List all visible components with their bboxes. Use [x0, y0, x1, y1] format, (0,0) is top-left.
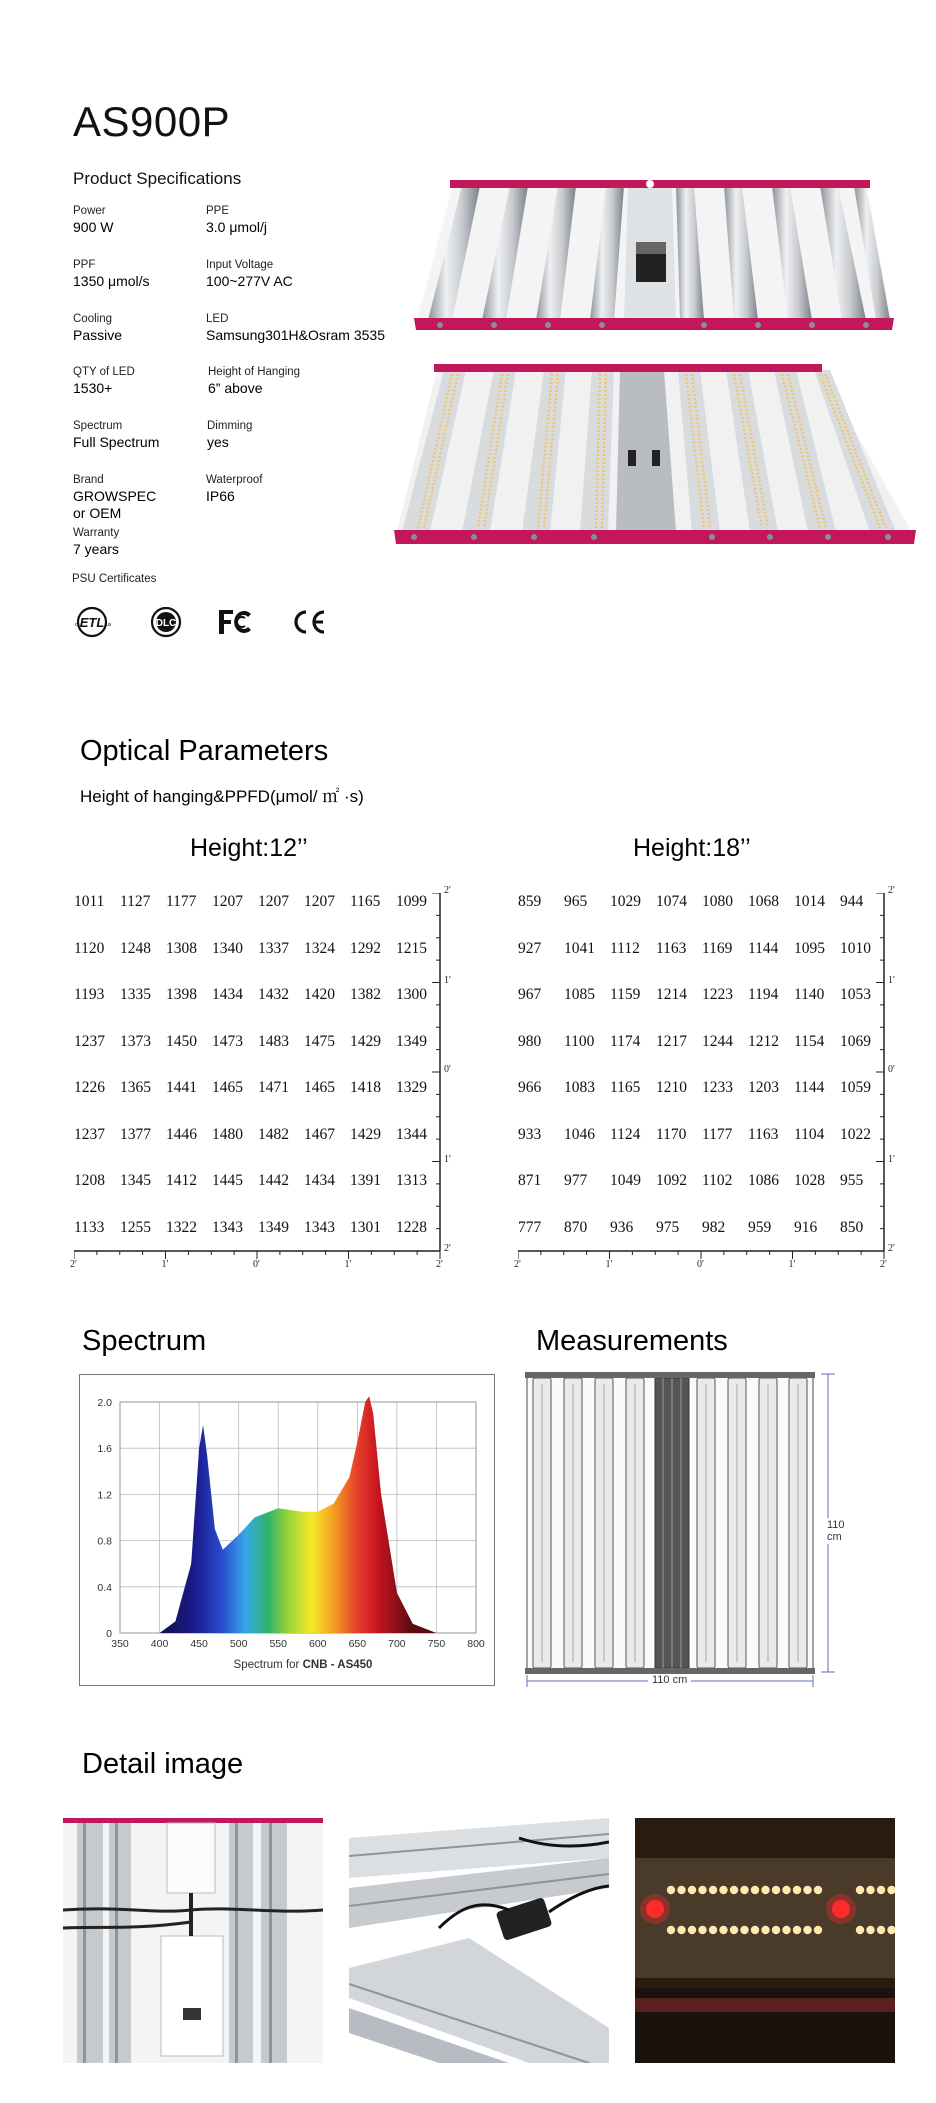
- ppfd-value: 1237: [74, 1125, 105, 1143]
- measurement-height-label: 110 cm: [827, 1518, 853, 1544]
- spectrum-y-tick: 2.0: [97, 1397, 112, 1409]
- ppfd-value: 975: [656, 1218, 680, 1236]
- led-dot: [772, 1886, 780, 1894]
- spec-waterproof: [206, 473, 376, 505]
- ppfd-x-tick: 2': [880, 1259, 887, 1270]
- svg-text:c: c: [75, 622, 78, 628]
- led-dot: [688, 1926, 696, 1934]
- spectrum-x-tick: 500: [229, 1638, 248, 1650]
- ppfd-value: 1177: [702, 1125, 733, 1143]
- spectrum-x-tick: 450: [190, 1638, 208, 1650]
- spec-value: 7 years: [73, 541, 119, 557]
- spec-warranty: [73, 526, 243, 558]
- ppfd-value: 1170: [656, 1125, 687, 1143]
- ppfd-value: 1154: [794, 1032, 825, 1050]
- spectrum-x-tick: 550: [269, 1638, 287, 1650]
- ppfd-value: 1465: [304, 1079, 335, 1096]
- detail-image-power-supply: [63, 1818, 323, 2063]
- ppfd-value: 1382: [350, 986, 381, 1003]
- led-dot: [751, 1926, 759, 1934]
- ppfd-value: 1029: [610, 893, 641, 910]
- ppfd-value: 1398: [166, 986, 197, 1003]
- ppfd-y-tick: 1': [444, 1153, 451, 1165]
- measurements-outline-svg: [523, 1370, 853, 1690]
- ppfd-value: 1429: [350, 1032, 381, 1050]
- ppfd-x-tick: 0': [697, 1259, 704, 1270]
- ppfd-value: 966: [518, 1079, 542, 1096]
- ppfd-value: 1163: [656, 939, 687, 957]
- led-dot: [677, 1926, 685, 1934]
- ppfd-value: 1165: [350, 893, 381, 910]
- grid-12-title: Height:12’’: [190, 834, 308, 862]
- ppfd-value: 1248: [120, 939, 151, 957]
- led-dot: [719, 1926, 727, 1934]
- ppfd-value: 1228: [396, 1218, 427, 1236]
- ppfd-value: 777: [518, 1218, 542, 1236]
- ppfd-value: 1335: [120, 986, 151, 1003]
- led-dot: [772, 1926, 780, 1934]
- detail-image-title: Detail image: [82, 1748, 244, 1780]
- ppfd-y-tick: 2': [444, 1243, 451, 1254]
- spec-label: Height of Hanging: [208, 366, 301, 378]
- ppfd-value: 1344: [396, 1125, 427, 1143]
- spectrum-x-label-prefix: Spectrum for: [233, 1659, 303, 1671]
- spectrum-x-tick: 600: [309, 1638, 327, 1650]
- spec-label: Brand: [73, 474, 104, 486]
- ppfd-value: 1365: [120, 1079, 151, 1096]
- ppfd-x-tick: 1': [788, 1259, 796, 1270]
- led-dot: [866, 1926, 874, 1934]
- spec-label: Input Voltage: [206, 259, 274, 271]
- svg-text:DLC: DLC: [155, 618, 177, 629]
- ppfd-value: 967: [518, 986, 542, 1003]
- ppfd-value: 980: [518, 1032, 542, 1050]
- led-dot: [709, 1926, 717, 1934]
- spectrum-x-tick: 400: [150, 1638, 169, 1650]
- spec-heading: Product Specifications: [73, 169, 242, 188]
- spec-label: Power: [73, 205, 106, 217]
- spectrum-y-tick: 1.2: [97, 1489, 112, 1502]
- ppfd-value: 1099: [396, 893, 427, 910]
- ppfd-value: 1349: [258, 1218, 289, 1236]
- spec-value: Passive: [73, 327, 123, 343]
- ppfd-y-tick: 0': [444, 1064, 451, 1075]
- spec-label: PPE: [206, 205, 230, 217]
- model-title: AS900P: [73, 98, 231, 145]
- led-dot: [803, 1926, 811, 1934]
- ppfd-value: 1391: [350, 1172, 381, 1189]
- grid-18-title: Height:18’’: [633, 834, 751, 862]
- spectrum-area: [120, 1396, 476, 1633]
- ppfd-value: 1483: [258, 1032, 289, 1050]
- ppfd-x-tick: 0': [253, 1259, 260, 1270]
- ppfd-value: 1418: [350, 1079, 381, 1096]
- optical-parameters-subtitle: Height of hanging&PPFD(μmol/ ㎡ ·s): [80, 787, 364, 806]
- ppfd-value: 870: [564, 1218, 588, 1236]
- ppfd-value: 1169: [702, 939, 733, 957]
- spec-ppe: [206, 204, 376, 236]
- spec-label: QTY of LED: [73, 366, 135, 378]
- ppfd-value: 1377: [120, 1125, 151, 1143]
- ppfd-value: 859: [518, 893, 542, 910]
- detail-image-leds: [635, 1818, 895, 2063]
- spec-height-of-hanging: [208, 365, 378, 397]
- ppfd-value: 1212: [748, 1032, 779, 1050]
- ppfd-grid-18: [514, 885, 895, 1278]
- spectrum-title: Spectrum: [82, 1325, 207, 1357]
- ppfd-value: 1308: [166, 939, 197, 957]
- ppfd-value: 1207: [212, 893, 243, 910]
- ppfd-value: 1337: [258, 939, 289, 957]
- ppfd-value: 1074: [656, 893, 687, 910]
- ppfd-value: 1069: [840, 1032, 871, 1050]
- ppfd-value: 1292: [350, 939, 381, 957]
- ppfd-value: 1343: [212, 1218, 243, 1236]
- ppfd-x-tick: 1': [605, 1259, 613, 1270]
- ppfd-grid-12: [70, 885, 451, 1278]
- spec-label: Warranty: [73, 527, 120, 539]
- ppfd-value: 1210: [656, 1079, 687, 1096]
- ppfd-y-tick: 1': [888, 1153, 895, 1165]
- ppfd-value: 1237: [74, 1032, 105, 1050]
- led-dot: [740, 1926, 748, 1934]
- led-dot: [814, 1886, 822, 1894]
- ppfd-value: 1174: [610, 1032, 641, 1050]
- led-dot: [761, 1886, 769, 1894]
- ppfd-value: 944: [840, 893, 864, 910]
- ppfd-value: 1373: [120, 1032, 151, 1050]
- ppfd-value: 1434: [212, 986, 243, 1003]
- ppfd-value: 1049: [610, 1172, 641, 1189]
- ppfd-value: 1177: [166, 893, 197, 910]
- ppfd-value: 1340: [212, 939, 243, 957]
- ppfd-value: 1127: [120, 893, 151, 910]
- ppfd-value: 1244: [702, 1032, 733, 1050]
- etl-logo: [72, 604, 114, 640]
- led-dot: [751, 1886, 759, 1894]
- spec-value: 900 W: [73, 219, 114, 235]
- ppfd-value: 1068: [748, 893, 779, 910]
- led-dot: [719, 1886, 727, 1894]
- ppfd-value: 1214: [656, 986, 687, 1003]
- ppfd-value: 1102: [702, 1172, 733, 1189]
- ppfd-value: 1159: [610, 986, 641, 1003]
- ppfd-value: 1475: [304, 1032, 335, 1050]
- fc-logo: [215, 604, 255, 640]
- ppfd-value: 1193: [74, 986, 105, 1003]
- spec-value: 1530+: [73, 380, 113, 396]
- fixture-led-view-image: [394, 360, 916, 550]
- ppfd-y-tick: 2': [888, 1243, 895, 1254]
- ppfd-value: 1300: [396, 986, 427, 1003]
- ppfd-value: 1482: [258, 1125, 289, 1143]
- ppfd-value: 1233: [702, 1079, 733, 1096]
- ppfd-value: 1092: [656, 1172, 687, 1189]
- led-dot: [782, 1926, 790, 1934]
- ppfd-value: 1442: [258, 1172, 289, 1189]
- ppfd-value: 1450: [166, 1032, 197, 1050]
- ppfd-value: 1207: [258, 893, 289, 910]
- spectrum-x-tick: 700: [388, 1638, 406, 1650]
- measurement-width-label: 110 cm: [648, 1674, 691, 1686]
- dlc-logo: [148, 604, 184, 640]
- ppfd-x-tick: 2': [436, 1259, 443, 1270]
- ppfd-value: 1345: [120, 1172, 151, 1189]
- ppfd-y-tick: 1': [444, 974, 451, 986]
- ppfd-value: 1083: [564, 1079, 595, 1096]
- ppfd-x-tick: 2': [514, 1259, 521, 1270]
- spectrum-y-tick: 0: [106, 1628, 112, 1640]
- ppfd-value: 1053: [840, 986, 871, 1003]
- spectrum-chart: [79, 1374, 495, 1686]
- ppfd-value: 1473: [212, 1032, 243, 1050]
- led-dot: [667, 1886, 675, 1894]
- measurements-drawing: [523, 1370, 853, 1690]
- led-dot: [698, 1926, 706, 1934]
- ce-logo: [289, 604, 329, 640]
- spec-value: IP66: [206, 488, 235, 504]
- spec-input-voltage: [206, 258, 376, 290]
- ppfd-value: 1322: [166, 1218, 197, 1236]
- ppfd-value: 933: [518, 1125, 542, 1143]
- led-dot: [698, 1886, 706, 1894]
- led-dot: [856, 1926, 864, 1934]
- ppfd-value: 1165: [610, 1079, 641, 1096]
- ppfd-value: 1441: [166, 1079, 197, 1096]
- ppfd-y-tick: 2': [888, 885, 895, 896]
- ppfd-value: 1343: [304, 1218, 335, 1236]
- ppfd-value: 1349: [396, 1032, 427, 1050]
- ppfd-value: 1471: [258, 1079, 289, 1096]
- ppfd-value: 1208: [74, 1172, 105, 1189]
- ppfd-value: 1329: [396, 1079, 427, 1096]
- ppfd-value: 959: [748, 1218, 772, 1236]
- led-dot: [761, 1926, 769, 1934]
- spec-value: yes: [207, 434, 229, 450]
- ppfd-value: 1014: [794, 893, 825, 910]
- ppfd-value: 936: [610, 1218, 634, 1236]
- ppfd-value: 977: [564, 1172, 588, 1189]
- detail-image-cable: [349, 1818, 609, 2063]
- led-dot: [856, 1886, 864, 1894]
- led-dot: [814, 1926, 822, 1934]
- ppfd-value: 850: [840, 1218, 864, 1236]
- ppfd-value: 1255: [120, 1218, 151, 1236]
- ppfd-value: 1217: [656, 1032, 687, 1050]
- ppfd-value: 1085: [564, 986, 595, 1003]
- ppfd-value: 1100: [564, 1032, 595, 1050]
- ppfd-value: 1467: [304, 1125, 335, 1143]
- led-dot: [782, 1886, 790, 1894]
- ppfd-x-tick: 2': [70, 1259, 77, 1270]
- ppfd-value: 1144: [748, 939, 779, 957]
- ppfd-value: 1011: [74, 893, 105, 910]
- detail-image-2-svg: [349, 1818, 609, 2063]
- ppfd-value: 1203: [748, 1079, 779, 1096]
- led-dot: [877, 1926, 885, 1934]
- ppfd-value: 1324: [304, 939, 335, 957]
- spectrum-y-tick: 0.8: [97, 1535, 112, 1548]
- ppfd-value: 871: [518, 1172, 542, 1189]
- ppfd-value: 1104: [794, 1125, 825, 1143]
- spec-label: LED: [206, 313, 229, 325]
- spectrum-x-tick: 650: [348, 1638, 367, 1650]
- ppfd-value: 1432: [258, 986, 289, 1003]
- spectrum-chart-svg: [80, 1375, 494, 1685]
- led-dot: [730, 1886, 738, 1894]
- optical-parameters-title: Optical Parameters: [80, 735, 329, 767]
- ppfd-value: 1046: [564, 1125, 595, 1143]
- ppfd-value: 927: [518, 939, 542, 957]
- ppfd-value: 1223: [702, 986, 733, 1003]
- spec-label: Dimming: [207, 420, 253, 432]
- led-dot: [740, 1886, 748, 1894]
- ppfd-y-tick: 1': [888, 974, 895, 986]
- ppfd-value: 965: [564, 893, 588, 910]
- ppfd-value: 1028: [794, 1172, 825, 1189]
- spec-label: Waterproof: [206, 474, 263, 486]
- ppfd-value: 1465: [212, 1079, 243, 1096]
- ppfd-value: 1112: [610, 939, 640, 957]
- ppfd-value: 1215: [396, 939, 427, 957]
- led-dot: [667, 1926, 675, 1934]
- led-dot: [730, 1926, 738, 1934]
- spec-dimming: [207, 419, 377, 451]
- spec-led: [206, 312, 416, 344]
- ppfd-x-tick: 1': [161, 1259, 169, 1270]
- ppfd-x-tick: 1': [344, 1259, 352, 1270]
- led-dot: [803, 1886, 811, 1894]
- spectrum-y-tick: 0.4: [97, 1581, 112, 1594]
- spectrum-x-tick: 750: [427, 1638, 446, 1650]
- ppfd-y-tick: 0': [888, 1064, 895, 1075]
- ppfd-value: 1429: [350, 1125, 381, 1143]
- spec-value: Full Spectrum: [73, 434, 160, 450]
- ppfd-value: 1080: [702, 893, 733, 910]
- ppfd-value: 1163: [748, 1125, 779, 1143]
- spec-label: Cooling: [73, 313, 112, 325]
- detail-image-1-svg: [63, 1818, 323, 2063]
- ppfd-value: 1226: [74, 1079, 105, 1096]
- ppfd-value: 916: [794, 1218, 818, 1236]
- svg-text:ETL: ETL: [79, 615, 105, 630]
- ppfd-value: 1207: [304, 893, 335, 910]
- led-dot: [709, 1886, 717, 1894]
- ppfd-value: 1144: [794, 1079, 825, 1096]
- spec-value: GROWSPEC or OEM: [73, 488, 157, 521]
- spec-value: Samsung301H&Osram 3535: [206, 327, 385, 343]
- spectrum-y-tick: 1.6: [97, 1443, 112, 1456]
- ppfd-value: 1446: [166, 1125, 197, 1143]
- spectrum-x-label: [234, 1659, 373, 1671]
- ppfd-value: 1434: [304, 1172, 335, 1189]
- detail-image-3-svg: [635, 1818, 895, 2063]
- spec-value: 100~277V AC: [206, 273, 293, 289]
- spec-value: 6” above: [208, 380, 263, 396]
- ppfd-value: 1086: [748, 1172, 779, 1189]
- spectrum-x-tick: 350: [111, 1638, 129, 1650]
- led-dot: [866, 1886, 874, 1894]
- ppfd-value: 1313: [396, 1172, 427, 1189]
- spec-label: Spectrum: [73, 420, 123, 432]
- ppfd-value: 1010: [840, 939, 871, 957]
- led-dot: [677, 1886, 685, 1894]
- led-dot: [793, 1886, 801, 1894]
- ppfd-value: 1124: [610, 1125, 641, 1143]
- spectrum-x-label-model: CNB - AS450: [302, 1659, 373, 1671]
- led-dot: [877, 1886, 885, 1894]
- svg-text:us: us: [106, 622, 112, 628]
- spec-value: 3.0 μmol/j: [206, 219, 267, 235]
- ppfd-value: 1120: [74, 939, 105, 957]
- ppfd-axes: [518, 893, 893, 1278]
- led-dot: [793, 1926, 801, 1934]
- ppfd-value: 1412: [166, 1172, 197, 1189]
- ppfd-value: 1480: [212, 1125, 243, 1143]
- ppfd-value: 1041: [564, 939, 595, 957]
- ppfd-value: 1140: [794, 986, 825, 1003]
- ppfd-value: 1095: [794, 939, 825, 957]
- ppfd-axes: [74, 893, 449, 1278]
- spec-value: 1350 μmol/s: [73, 273, 150, 289]
- ppfd-value: 982: [702, 1218, 726, 1236]
- ppfd-value: 1445: [212, 1172, 243, 1189]
- ppfd-value: 1022: [840, 1125, 871, 1143]
- ppfd-value: 955: [840, 1172, 864, 1189]
- led-dot: [688, 1886, 696, 1894]
- spec-label: PPF: [73, 259, 96, 271]
- ppfd-value: 1420: [304, 986, 335, 1003]
- ppfd-value: 1194: [748, 986, 779, 1003]
- ppfd-value: 1133: [74, 1218, 105, 1236]
- measurements-title: Measurements: [536, 1325, 728, 1357]
- ppfd-value: 1301: [350, 1218, 381, 1236]
- ppfd-value: 1059: [840, 1079, 871, 1096]
- ppfd-y-tick: 2': [444, 885, 451, 896]
- psu-certificates-label: PSU Certificates: [72, 573, 157, 585]
- fixture-top-view-image: [414, 176, 894, 336]
- spectrum-x-tick: 800: [467, 1638, 485, 1650]
